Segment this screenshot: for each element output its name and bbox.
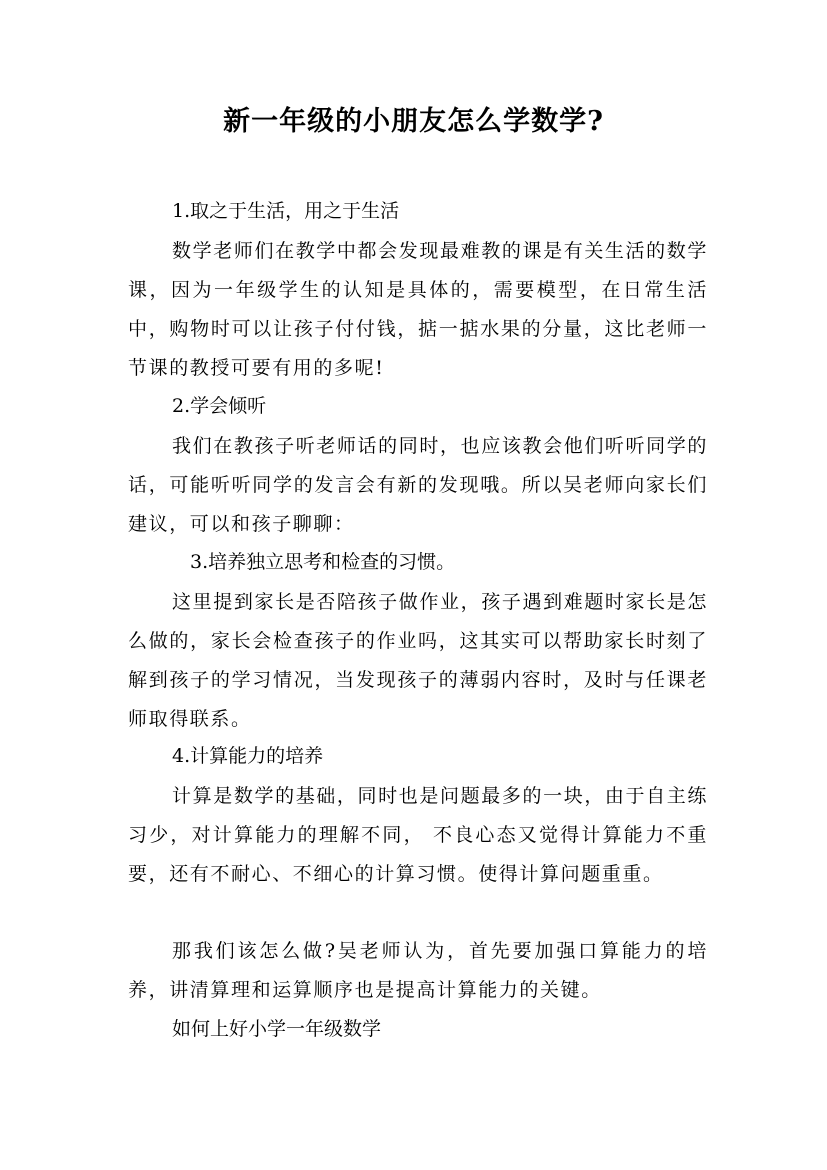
section-body-2: 我们在教孩子听老师话的同时，也应该教会他们听听同学的话，可能听听同学的发言会有新的发现哦。所以吴老师向家长们建议，可以和孩子聊聊： xyxy=(128,435,708,535)
section-body-4: 计算是数学的基础，同时也是问题最多的一块，由于自主练习少，对计算能力的理解不同， 不良心态又觉得计算能力不重要，还有不耐心、不细心的计算习惯。使得计算问题重重。 xyxy=(128,785,708,885)
section-body-3: 这里提到家长是否陪孩子做作业，孩子遇到难题时家长是怎么做的，家长会检查孩子的作业吗，这其实可以帮助家长时刻了解到孩子的学习情况，当发现孩子的薄弱内容时，及时与任课老师取得联系。 xyxy=(128,591,708,730)
section-heading-2: 2.学会倾听 xyxy=(172,395,267,417)
section-heading-4: 4.计算能力的培养 xyxy=(172,745,324,767)
section-heading-3: 3.培养独立思考和检查的习惯。 xyxy=(190,551,456,573)
closing-line: 如何上好小学一年级数学 xyxy=(172,1018,382,1040)
section-heading-1: 1.取之于生活，用之于生活 xyxy=(172,200,400,222)
section-body-1: 数学老师们在教学中都会发现最难教的课是有关生活的数学课，因为一年级学生的认知是具体的，需要模型，在日常生活中，购物时可以让孩子付付钱，掂一掂水果的分量，这比老师一节课的教授可要有用的多呢! xyxy=(128,240,708,379)
section-body-4b: 那我们该怎么做?吴老师认为，首先要加强口算能力的培养，讲清算理和运算顺序也是提高计算能力的关键。 xyxy=(128,940,708,1001)
document-title: 新一年级的小朋友怎么学数学? xyxy=(223,106,604,137)
